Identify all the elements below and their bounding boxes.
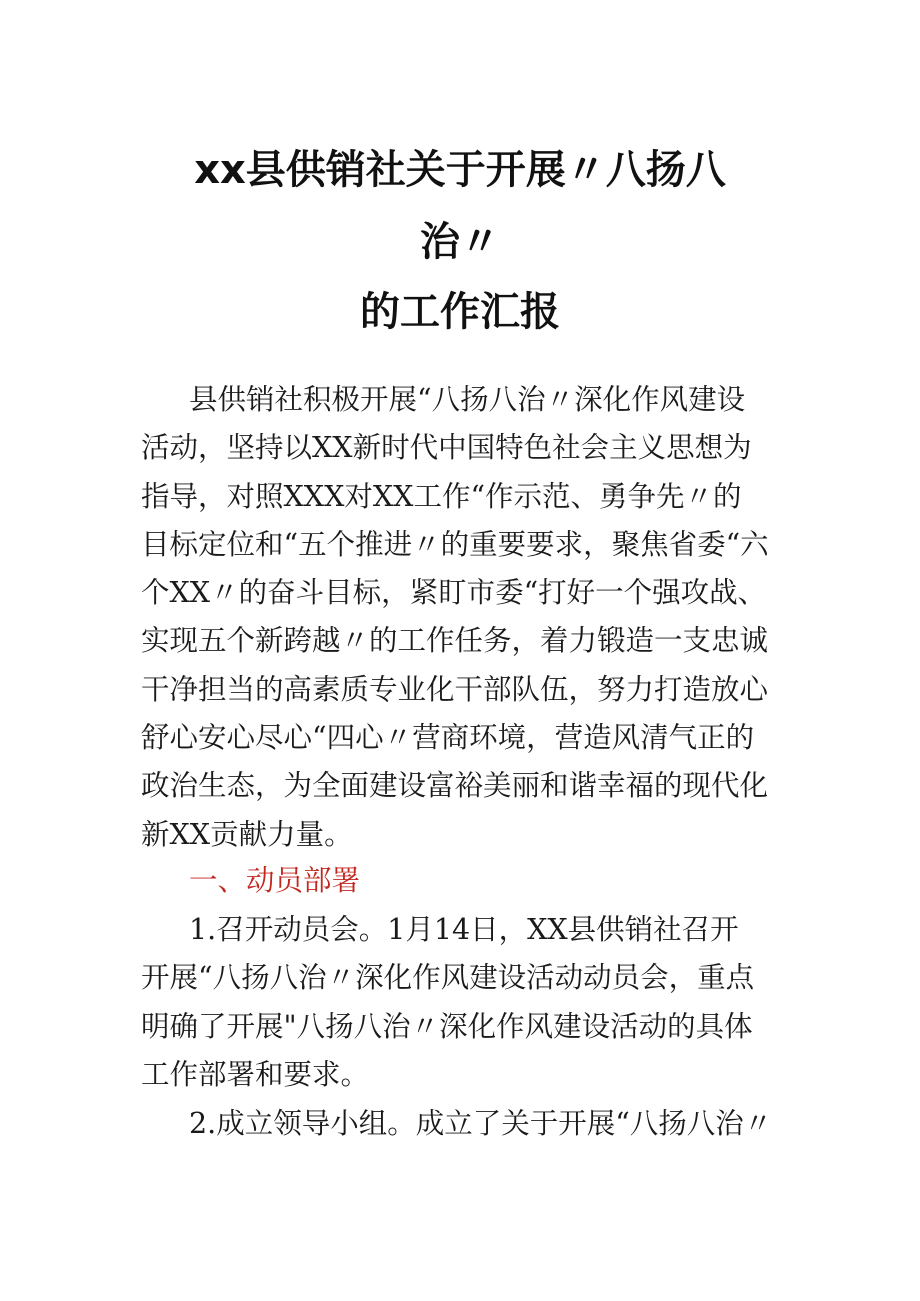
intro-line: 新XX贡献力量。	[141, 817, 353, 851]
intro-paragraph	[141, 376, 821, 859]
intro-line: 目标定位和“五个推进〃的重要要求，聚焦省委“六	[141, 527, 769, 561]
item-1-line: 1.召开动员会。1月14日，XX县供销社召开	[189, 913, 739, 946]
section-heading-mobilization: 一、动员部署	[189, 864, 361, 897]
item-1-line: 工作部署和要求。	[141, 1057, 370, 1091]
intro-line: 指导，对照XXX对XX工作“作示范、勇争先〃的	[141, 479, 742, 513]
intro-line: 县供销社积极开展“八扬八治〃深化作风建设	[189, 383, 746, 416]
intro-line: 干净担当的高素质专业化干部队伍，努力打造放心	[141, 672, 769, 706]
item-1-paragraph	[141, 906, 821, 1099]
intro-line: 活动，坚持以XX新时代中国特色社会主义思想为	[141, 431, 752, 465]
intro-line: 个XX〃的奋斗目标，紧盯市委“打好一个强攻战、	[141, 576, 767, 610]
document-title-line-1: xx县供销社关于开展〃八扬八	[194, 147, 726, 193]
document-title-line-2: 治〃	[420, 219, 500, 265]
intro-line: 实现五个新跨越〃的工作任务，着力锻造一支忠诚	[141, 624, 769, 658]
intro-line: 政治生态，为全面建设富裕美丽和谐幸福的现代化	[141, 769, 769, 803]
item-1-line: 明确了开展"八扬八治〃深化作风建设活动的具体	[141, 1009, 753, 1043]
document-title-line-3: 的工作汇报	[360, 289, 560, 335]
item-1-line: 开展“八扬八治〃深化作风建设活动动员会，重点	[141, 961, 755, 995]
item-2-paragraph	[141, 1100, 821, 1148]
intro-line: 舒心安心尽心“四心〃营商环境，营造风清气正的	[141, 721, 755, 755]
item-2-line: 2.成立领导小组。成立了关于开展“八扬八治〃	[189, 1107, 773, 1140]
